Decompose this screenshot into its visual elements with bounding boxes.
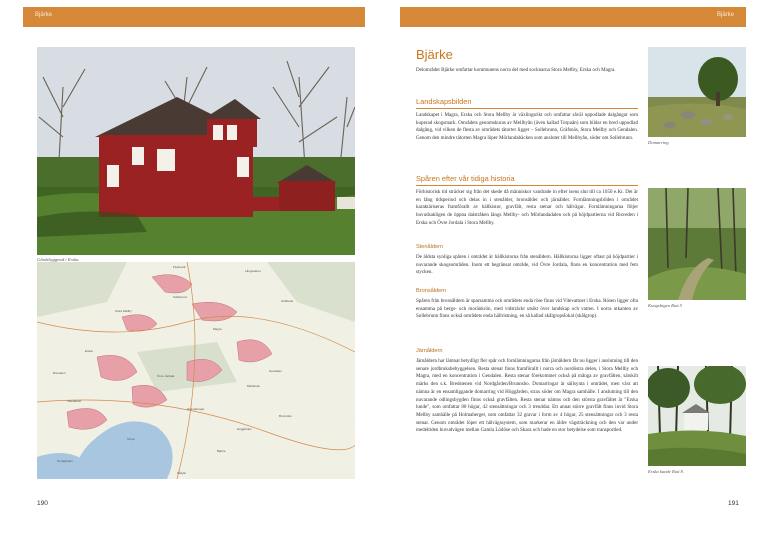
heading-stone-age: Stenåldern xyxy=(416,244,444,250)
map-label-14: Höggården xyxy=(237,427,252,431)
rule-landscape xyxy=(416,108,638,109)
intro-text: Delområdet Bjärke omfattar kommunens norra del med socknarna Stora Mellby, Erska och Magra. xyxy=(416,67,616,73)
cemetery-photo xyxy=(648,366,746,466)
house-caption: Gårdsbyggnad i Erska. xyxy=(37,257,80,262)
heading-bronze-age: Bronsåldern xyxy=(416,288,447,294)
map-label-1: Långvattnet xyxy=(245,269,261,273)
heading-history: Spåren efter vår tidiga historia xyxy=(416,174,515,183)
area-map xyxy=(37,262,355,479)
map-label-11: Vitevattnet xyxy=(67,399,82,403)
header-label-right: Bjärke xyxy=(716,12,734,18)
stones-photo xyxy=(648,47,746,137)
landscape-text: Landskapet i Magra, Erska och Stora Mellby är växlingsrikt och omfattar såväl uppodlade dalgångar som kuperad skogsmark. Områdets genomskuras av Mellbyån (även kallad Torpaån) som bildar en bred uppodlad dalgång, vid vilken de flesta av områdets tätorter ligger – Sollebrunn, Gräfsnäs, Stora Mellby och Gendalen. Genom den mindre tätorten Magra löper Mörlandabäcken som ansluter till Mellbyån, söder om Sollebrunn. xyxy=(416,112,638,142)
house-photo xyxy=(37,47,355,255)
page-number-right: 191 xyxy=(728,500,739,507)
bronze-age-text: Spåren från bronsåldern är sparsamma och områdets enda röse finns vid Vitevattnet i Erska. Rösen ligger ofta ensamma på bergs- och moränkrön, med vidsträckt utsikt över landskap och vatten. I norra utkanten av Sollebrunn finns också områdets enda hällristning, en så kallad skålgropslokal (skålgrop). xyxy=(416,298,638,320)
map-label-12: Holmaberget xyxy=(187,407,205,411)
map-label-15: Torpa xyxy=(127,437,135,441)
heading-iron-age: Järnåldern xyxy=(416,348,443,354)
heading-landscape: Landskapsbilden xyxy=(416,97,472,106)
road-photo xyxy=(648,188,746,300)
history-text: Förhistorisk tid sträcker sig från det skede då människor vandrade in efter isens slut till ca 1050 e.Kr. Det är en lång tidsperiod och delas in i stenålder, bronsålder och järnålder. Fornlämningsbilden i området karaktäriseras framförallt av hällkistor, gravfält, resta stenar och hålvägar. Fornlämningarna följer huvudsakligen de öppna dalstråken längs Mellby- och Mörlandadalen och på höjdpartierna vid Risveden i Erska och Övre Jordala i Stora Mellby. xyxy=(416,189,638,226)
page-number-left: 190 xyxy=(37,500,48,507)
stone-age-text: De äldsta synliga spåren i området är hällkistorna från stenåldern. Hällkistorna ligger oftast på höjdpartier i nuvarande skogsområden. Inom ett begränsat område, vid Övre Jordala, finns en koncentration med fem stycken. xyxy=(416,254,638,276)
map-label-18: Kåsjön xyxy=(177,471,187,475)
map-label-3: Gräfsnäs xyxy=(281,299,294,303)
map-label-13: Brunnsbo xyxy=(279,414,292,418)
map-label-5: Magra xyxy=(213,327,222,331)
cemetery-caption: Erska kunde Raä 8. xyxy=(648,469,684,474)
page-title: Bjärke xyxy=(416,47,453,62)
map-label-6: Erska xyxy=(85,349,93,353)
rule-history xyxy=(416,185,638,186)
header-band-right xyxy=(400,7,746,27)
stones-caption: Domarring xyxy=(648,140,669,145)
header-label-left: Bjärke xyxy=(35,12,53,18)
map-label-9: Övre Jordala xyxy=(157,374,175,378)
map-label-16: Bjärke xyxy=(217,449,226,453)
header-band-left xyxy=(23,7,365,27)
iron-age-text: Järnåldern har lämnat betydligt fler spår och fornlämningarna från järnåldern får nu ligger i anslutning till den senare jordbruksbebyggelsen. Resta stenar finns framförallt i norra och nordöstra delen, i Stora Mellby och Magra, med en koncentration i Gendalen. Resta stenar förekommer också på många av gravfälten, särskilt märks den s.k. Bredstenen vid Nordgården/Brunnsbo. Domarringar är sällsynta i området, men växt att nämna är en ensamliggande domarring vid Höggården, strax söder om Magra samhälle. I anslutning till den nuvarande odlingsbygden finns också gravfälten. Resta stenar nämns och den största gravfältet är "Erska lunde", som omfattar 80 högar, 42 stensättningar och 3 treuddar. Ett annat större gravfält finns invid Stora Mellby samhälle på Holmaberget, som omfattar 32 gravar i form av 4 högar, 25 stensättningar och 3 resta stenar. Genom området löper ett hålvägssystem, som markerar en äldre vägsträckning och den var under medeltiden huvudvägen mellan Gamla Lödöse och Skara och hade en stor betydelse som transportled. xyxy=(416,358,638,434)
map-label-7: Gendalen xyxy=(269,369,283,373)
road-caption: Kungsbigen Raä 5 xyxy=(648,303,682,308)
map-label-0: Flyttmark xyxy=(173,265,186,269)
map-label-10: Mörlanda xyxy=(247,384,260,388)
map-label-17: Nordgården xyxy=(57,459,73,463)
map-label-8: Risveden xyxy=(53,371,66,375)
map-label-4: Stora Mellby xyxy=(115,309,132,313)
map-label-2: Sollebrunn xyxy=(173,295,188,299)
